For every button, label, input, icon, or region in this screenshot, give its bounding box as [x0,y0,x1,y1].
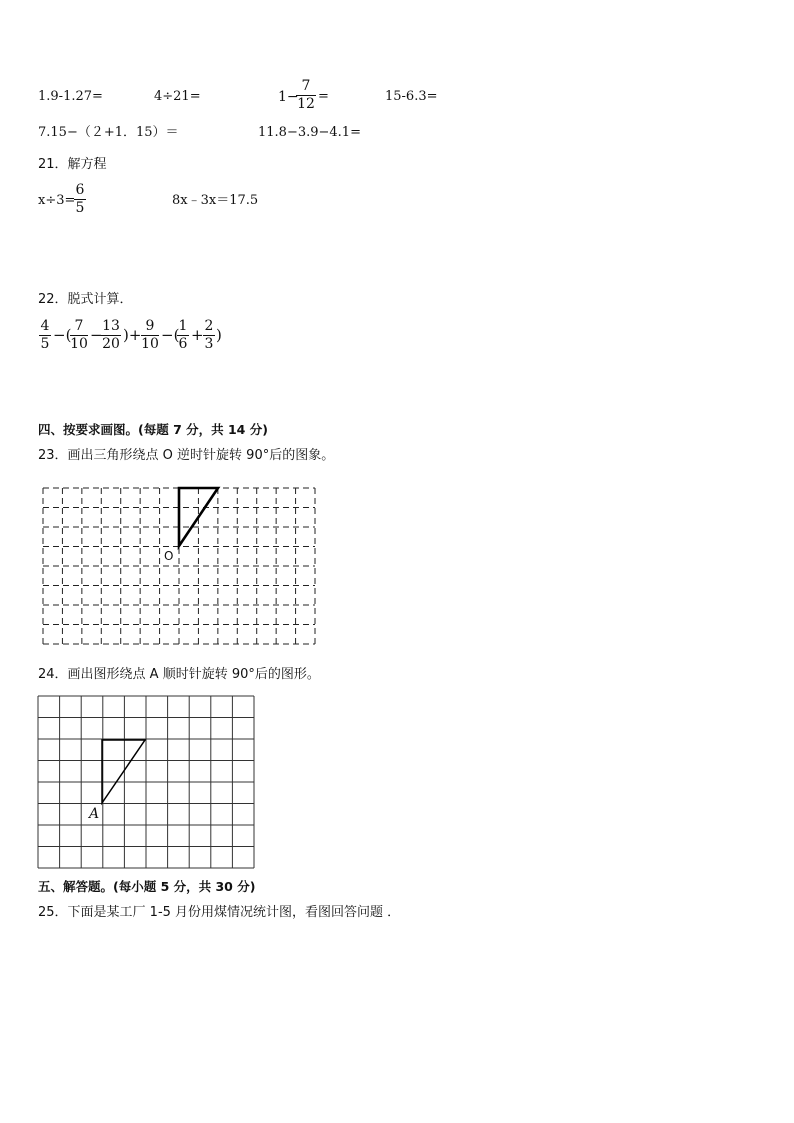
calc-problem-3-equals: = [318,89,329,104]
calc-problem-6: 11.8−3.9−4.1= [258,125,361,140]
q23-title: 23．画出三角形绕点 O 逆时针旋转 90°后的图象。 [38,448,335,463]
q22-fraction-2 [70,318,88,353]
fraction-numerator: 9 [145,318,155,334]
fraction-numerator: 7 [74,318,84,334]
calc-problem-4: 15-6.3= [385,89,438,104]
q25-title: 25．下面是某工厂 1-5 月份用煤情况统计图，看图回答问题 ． [38,905,401,920]
q23-triangle [179,488,218,546]
fraction-denominator: 10 [70,336,88,352]
calc-problem-3-fraction [296,78,316,113]
q22-operator-2: − [90,326,103,344]
fraction-denominator: 5 [40,336,50,352]
q21-equation-2: 8x﹣3x＝17.5 [172,193,259,208]
section-5-title: 五、解答题。(每小题 5 分，共 30 分) [38,879,256,894]
q24-figure [102,740,145,803]
q21-equation-1-fraction [74,182,86,217]
grid-lines [38,696,254,868]
fraction-numerator: 2 [204,318,214,334]
q24-solid-grid [38,696,254,868]
calc-problem-1: 1.9-1.27= [38,89,103,104]
q22-title: 22．脱式计算． [38,292,133,307]
q23-dashed-grid [43,488,315,644]
q23-point-o-label: O [164,549,174,563]
calc-problem-3-whole: 1− [278,89,299,105]
q22-operator-6: ) [216,326,222,344]
fraction-denominator: 6 [178,336,188,352]
q22-fraction-5 [177,318,189,353]
fraction-denominator: 12 [297,96,315,112]
q21-title: 21．解方程 [38,157,107,172]
section-4-title: 四、按要求画图。(每题 7 分，共 14 分) [38,422,268,437]
q21-equation-1-left: x÷3= [38,193,76,208]
fraction-numerator: 6 [75,182,85,198]
q22-fraction-4 [141,318,159,353]
fraction-numerator: 13 [102,318,120,334]
fraction-numerator: 7 [301,78,311,94]
calc-problem-2: 4÷21= [154,89,201,104]
q22-fraction-3 [101,318,121,353]
q22-fraction-1 [39,318,51,353]
fraction-denominator: 3 [204,336,214,352]
q22-operator-4: −( [161,326,180,344]
q24-point-a-label: A [89,806,100,822]
q22-operator-5: + [191,326,204,344]
calc-problem-5: 7.15−（２+1．15）＝ [38,125,179,140]
q22-operator-1: −( [53,326,72,344]
fraction-numerator: 4 [40,318,50,334]
q22-fraction-6 [203,318,215,353]
q22-operator-3: )+ [123,326,142,344]
fraction-denominator: 5 [75,200,85,216]
fraction-denominator: 10 [141,336,159,352]
q24-title: 24．画出图形绕点 A 顺时针旋转 90°后的图形。 [38,667,320,682]
fraction-denominator: 20 [102,336,120,352]
fraction-numerator: 1 [178,318,188,334]
